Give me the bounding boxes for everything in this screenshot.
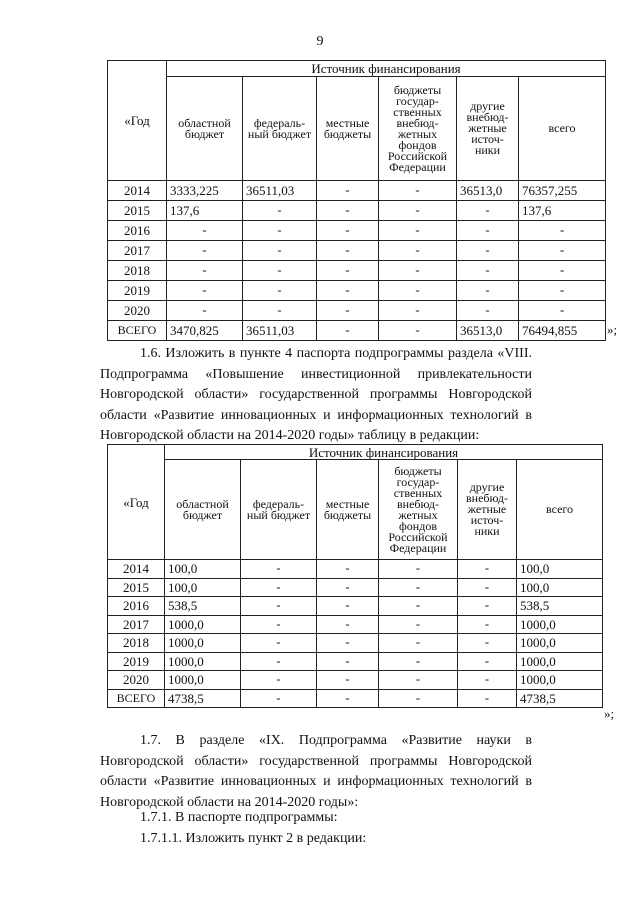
value-cell: - [379, 671, 458, 690]
value-cell: - [241, 615, 317, 634]
value-cell: - [243, 301, 317, 321]
line-1-7-1: 1.7.1. В паспорте подпрограммы: [140, 810, 338, 825]
year-cell: 2014 [108, 181, 167, 201]
value-cell: 1000,0 [517, 634, 603, 653]
value-cell: - [241, 689, 317, 708]
table-row [108, 560, 603, 579]
value-cell: - [379, 634, 458, 653]
page-number: 9 [316, 34, 324, 49]
value-cell: - [241, 597, 317, 616]
year-cell: 2020 [108, 671, 165, 690]
value-cell: - [317, 241, 379, 261]
paragraph-1-6: 1.6. Изложить в пункте 4 паспорта подпрограммы раздела «VIII. Подпрограмма «Повышение инвестиционной привлекательности Новгородской области» государственной программы Новгородской области «Развитие инновационных и информационных технологий в Новгородской области на 2014-2020 годы» таблицу в редакции: [100, 346, 532, 443]
value-cell: - [241, 634, 317, 653]
value-cell: - [519, 221, 606, 241]
value-cell: - [379, 597, 458, 616]
year-cell: 2017 [108, 615, 165, 634]
year-cell: 2018 [108, 634, 165, 653]
value-cell: 1000,0 [165, 615, 241, 634]
value-cell: 137,6 [167, 201, 243, 221]
year-cell: 2015 [108, 578, 165, 597]
table-row [108, 597, 603, 616]
value-cell: - [317, 597, 379, 616]
value-cell: - [317, 261, 379, 281]
value-cell: - [167, 281, 243, 301]
value-cell: 1000,0 [517, 615, 603, 634]
col-header-federal: федераль-ный бюджет [243, 77, 317, 181]
value-cell: - [457, 221, 519, 241]
value-cell: 4738,5 [517, 689, 603, 708]
value-cell: - [457, 301, 519, 321]
financing-table-2 [107, 444, 603, 708]
value-cell: - [379, 578, 458, 597]
value-cell: - [317, 181, 379, 201]
value-cell: - [379, 301, 457, 321]
value-cell: 137,6 [519, 201, 606, 221]
value-cell: 100,0 [165, 560, 241, 579]
value-cell: - [458, 560, 517, 579]
value-cell: - [317, 578, 379, 597]
year-cell: 2016 [108, 221, 167, 241]
value-cell: 36513,0 [457, 321, 519, 341]
value-cell: - [457, 281, 519, 301]
line-1-7-1-1: 1.7.1.1. Изложить пункт 2 в редакции: [140, 831, 367, 846]
value-cell: 1000,0 [165, 652, 241, 671]
year-cell: 2015 [108, 201, 167, 221]
value-cell: - [167, 221, 243, 241]
value-cell: 36511,03 [243, 321, 317, 341]
year-cell: 2020 [108, 301, 167, 321]
col-header-regional: областной бюджет [165, 460, 241, 560]
value-cell: 100,0 [517, 578, 603, 597]
value-cell: 1000,0 [517, 652, 603, 671]
value-cell: - [458, 634, 517, 653]
value-cell: 36513,0 [457, 181, 519, 201]
value-cell: - [317, 634, 379, 653]
year-cell: 2017 [108, 241, 167, 261]
col-header-other: другие внебюд-жетные источ-ники [458, 460, 517, 560]
table1-closing-quote: »; [607, 322, 618, 337]
value-cell: - [379, 560, 458, 579]
value-cell: 1000,0 [165, 671, 241, 690]
value-cell: - [243, 261, 317, 281]
value-cell: - [243, 201, 317, 221]
year-cell: ВСЕГО [108, 321, 167, 341]
year-header: «Год [108, 445, 165, 560]
value-cell: - [241, 578, 317, 597]
value-cell: - [379, 689, 458, 708]
value-cell: - [379, 615, 458, 634]
value-cell: - [241, 560, 317, 579]
value-cell: 76357,255 [519, 181, 606, 201]
value-cell: 100,0 [517, 560, 603, 579]
value-cell: 100,0 [165, 578, 241, 597]
year-cell: 2019 [108, 652, 165, 671]
value-cell: - [317, 671, 379, 690]
value-cell: - [379, 652, 458, 671]
value-cell: 36511,03 [243, 181, 317, 201]
value-cell: - [379, 201, 457, 221]
table-row [108, 652, 603, 671]
table-row [108, 634, 603, 653]
value-cell: - [457, 261, 519, 281]
value-cell: - [458, 578, 517, 597]
col-header-local: местные бюджеты [317, 77, 379, 181]
year-cell: ВСЕГО [108, 689, 165, 708]
col-header-total: всего [517, 460, 603, 560]
value-cell: - [317, 201, 379, 221]
source-header: Источник финансирования [165, 445, 603, 460]
table-row [108, 578, 603, 597]
value-cell: - [458, 615, 517, 634]
value-cell: - [458, 652, 517, 671]
value-cell: - [379, 281, 457, 301]
table-row [108, 301, 606, 321]
value-cell: 3333,225 [167, 181, 243, 201]
value-cell: - [458, 689, 517, 708]
value-cell: - [167, 301, 243, 321]
value-cell: - [379, 221, 457, 241]
year-cell: 2014 [108, 560, 165, 579]
table-row [108, 689, 603, 708]
value-cell: - [243, 281, 317, 301]
value-cell: 538,5 [517, 597, 603, 616]
table-row [108, 181, 606, 201]
value-cell: 1000,0 [165, 634, 241, 653]
col-header-federal: федераль-ный бюджет [241, 460, 317, 560]
value-cell: 3470,825 [167, 321, 243, 341]
year-header: «Год [108, 61, 167, 181]
col-header-other: другие внебюд-жетные источ-ники [457, 77, 519, 181]
col-header-funds: бюджеты государ-ственных внебюд-жетных фондов Российской Федерации [379, 460, 458, 560]
table-row [108, 671, 603, 690]
value-cell: 4738,5 [165, 689, 241, 708]
value-cell: - [458, 597, 517, 616]
value-cell: - [379, 241, 457, 261]
value-cell: - [317, 301, 379, 321]
year-cell: 2016 [108, 597, 165, 616]
value-cell: - [519, 301, 606, 321]
value-cell: - [243, 221, 317, 241]
value-cell: 538,5 [165, 597, 241, 616]
table-row [108, 321, 606, 341]
table-row [108, 261, 606, 281]
table-row [108, 241, 606, 261]
value-cell: - [458, 671, 517, 690]
value-cell: - [317, 281, 379, 301]
value-cell: - [317, 221, 379, 241]
paragraph-1-7: 1.7. В разделе «IX. Подпрограмма «Развитие науки в Новгородской области» государственной программы Новгородской области «Развитие инновационных и информационных технологий в Новгородской области на 2014-2020 годы»: [100, 733, 532, 810]
value-cell: - [241, 671, 317, 690]
value-cell: - [167, 261, 243, 281]
value-cell: - [457, 201, 519, 221]
value-cell: - [379, 321, 457, 341]
col-header-funds: бюджеты государ-ственных внебюд-жетных фондов Российской Федерации [379, 77, 457, 181]
value-cell: - [379, 261, 457, 281]
value-cell: - [241, 652, 317, 671]
col-header-local: местные бюджеты [317, 460, 379, 560]
value-cell: - [317, 652, 379, 671]
value-cell: - [457, 241, 519, 261]
year-cell: 2018 [108, 261, 167, 281]
financing-table-1 [107, 60, 606, 341]
table2-closing-quote: »; [604, 706, 615, 721]
value-cell: 1000,0 [517, 671, 603, 690]
col-header-total: всего [519, 77, 606, 181]
value-cell: - [317, 560, 379, 579]
col-header-regional: областной бюджет [167, 77, 243, 181]
value-cell: - [317, 615, 379, 634]
value-cell: - [243, 241, 317, 261]
value-cell: - [317, 321, 379, 341]
source-header: Источник финансирования [167, 61, 606, 77]
year-cell: 2019 [108, 281, 167, 301]
table-row [108, 615, 603, 634]
value-cell: - [519, 281, 606, 301]
value-cell: - [379, 181, 457, 201]
table-row [108, 281, 606, 301]
value-cell: - [519, 261, 606, 281]
value-cell: - [317, 689, 379, 708]
value-cell: 76494,855 [519, 321, 606, 341]
value-cell: - [167, 241, 243, 261]
table-row [108, 221, 606, 241]
value-cell: - [519, 241, 606, 261]
table-row [108, 201, 606, 221]
